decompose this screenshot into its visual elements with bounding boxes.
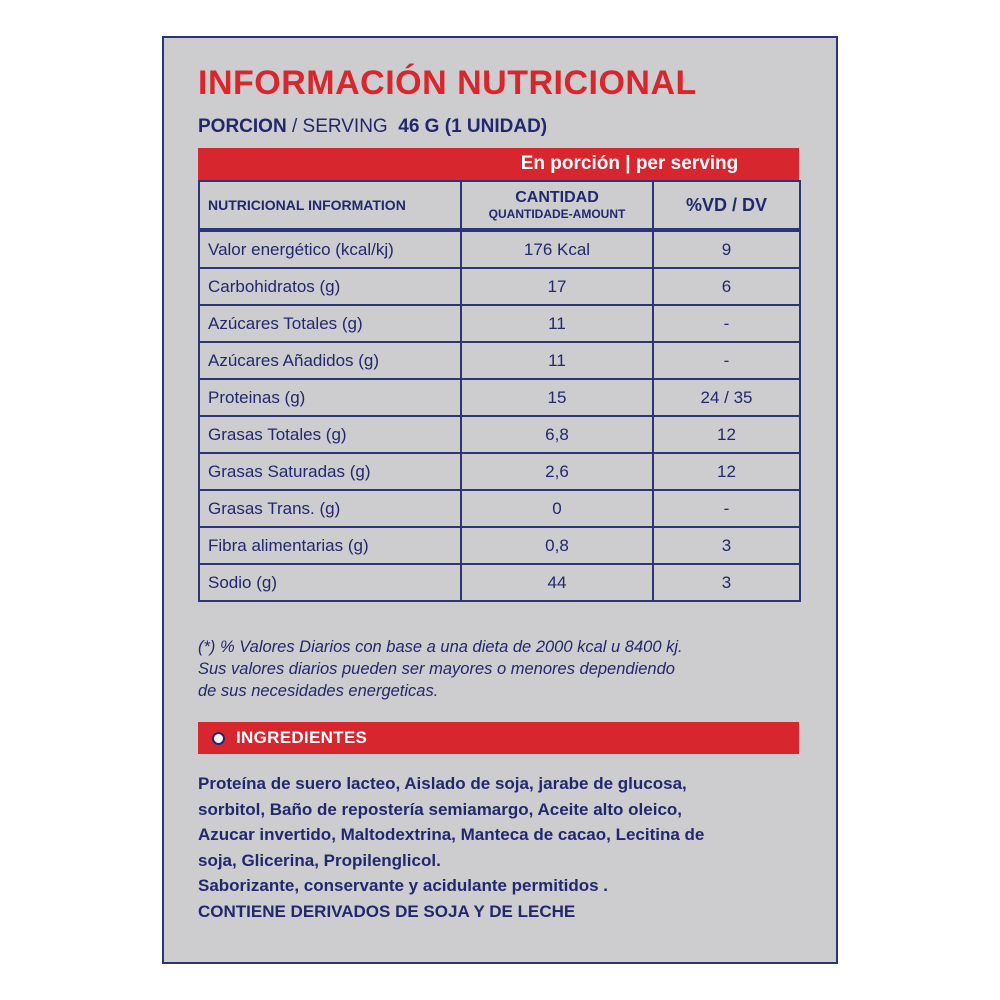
nutrient-amount: 0,8 [461, 527, 653, 564]
serving-label-bold: PORCION [198, 116, 287, 137]
nutrient-name: Grasas Totales (g) [199, 416, 461, 453]
ingredients-header-bar [198, 722, 799, 754]
ingredients-label: INGREDIENTES [236, 728, 368, 747]
table-row [199, 416, 800, 453]
table-row [199, 305, 800, 342]
nutrient-amount: 11 [461, 305, 653, 342]
serving-label-rest: / SERVING [286, 116, 388, 137]
table-row [199, 379, 800, 416]
nutrient-name: Carbohidratos (g) [199, 268, 461, 305]
nutrient-name: Sodio (g) [199, 564, 461, 601]
nutrient-dv: 12 [653, 453, 800, 490]
nutrient-amount: 2,6 [461, 453, 653, 490]
nutrient-dv: - [653, 490, 800, 527]
nutrient-dv: 6 [653, 268, 800, 305]
per-serving-header-bar [198, 148, 799, 180]
ingredients-line: Proteína de suero lacteo, Aislado de soja, jarabe de glucosa, [198, 774, 687, 793]
table-header-row [199, 181, 800, 230]
daily-value-note [198, 636, 818, 702]
nutrient-amount: 11 [461, 342, 653, 379]
table-body [199, 230, 800, 601]
nutrient-amount: 15 [461, 379, 653, 416]
nutrient-dv: 3 [653, 564, 800, 601]
serving-size [198, 116, 547, 138]
nutrient-name: Fibra alimentarias (g) [199, 527, 461, 564]
table-row [199, 527, 800, 564]
label-title: INFORMACIÓN NUTRICIONAL [198, 64, 697, 102]
header-dv: %VD / DV [653, 181, 800, 230]
nutrient-name: Grasas Saturadas (g) [199, 453, 461, 490]
nutrient-dv: 9 [653, 230, 800, 268]
ingredients-line: Saborizante, conservante y acidulante permitidos . [198, 876, 609, 895]
bullet-circle-icon [212, 732, 225, 745]
nutrient-name: Azúcares Añadidos (g) [199, 342, 461, 379]
nutrient-name: Proteinas (g) [199, 379, 461, 416]
table-row [199, 453, 800, 490]
ingredients-line: soja, Glicerina, Propilenglicol. [198, 850, 441, 870]
nutrient-name: Grasas Trans. (g) [199, 490, 461, 527]
nutrient-amount: 176 Kcal [461, 230, 653, 268]
nutrient-amount: 6,8 [461, 416, 653, 453]
ingredients-text [198, 771, 808, 924]
per-serving-header: En porción | per serving [520, 153, 739, 174]
header-amount [461, 181, 653, 230]
table-row [199, 268, 800, 305]
ingredients-line: sorbitol, Baño de repostería semiamargo, Aceite alto oleico, [198, 799, 683, 819]
nutrition-table [198, 180, 801, 602]
note-line: de sus necesidades energeticas. [198, 682, 439, 700]
table-row [199, 490, 800, 527]
table-row [199, 230, 800, 268]
table-row [199, 564, 800, 601]
nutrient-dv: 12 [653, 416, 800, 453]
note-line: (*) % Valores Diarios con base a una dieta de 2000 kcal u 8400 kj. [198, 638, 683, 656]
nutrient-dv: - [653, 305, 800, 342]
nutrient-dv: 3 [653, 527, 800, 564]
header-amount-main: CANTIDAD [515, 189, 599, 206]
nutrient-dv: - [653, 342, 800, 379]
ingredients-line: Azucar invertido, Maltodextrina, Manteca de cacao, Lecitina de [198, 825, 705, 844]
nutrient-amount: 0 [461, 490, 653, 527]
header-nutrient: NUTRICIONAL INFORMATION [199, 181, 461, 230]
header-amount-sub: QUANTIDADE-AMOUNT [488, 207, 626, 221]
nutrient-name: Valor energético (kcal/kj) [199, 230, 461, 268]
nutrient-name: Azúcares Totales (g) [199, 305, 461, 342]
serving-amount: 46 G (1 UNIDAD) [398, 116, 548, 137]
note-line: Sus valores diarios pueden ser mayores o menores dependiendo [198, 660, 675, 678]
nutrient-dv: 24 / 35 [653, 379, 800, 416]
nutrient-amount: 17 [461, 268, 653, 305]
table-row [199, 342, 800, 379]
nutrient-amount: 44 [461, 564, 653, 601]
allergen-warning: CONTIENE DERIVADOS DE SOJA Y DE LECHE [198, 901, 576, 921]
